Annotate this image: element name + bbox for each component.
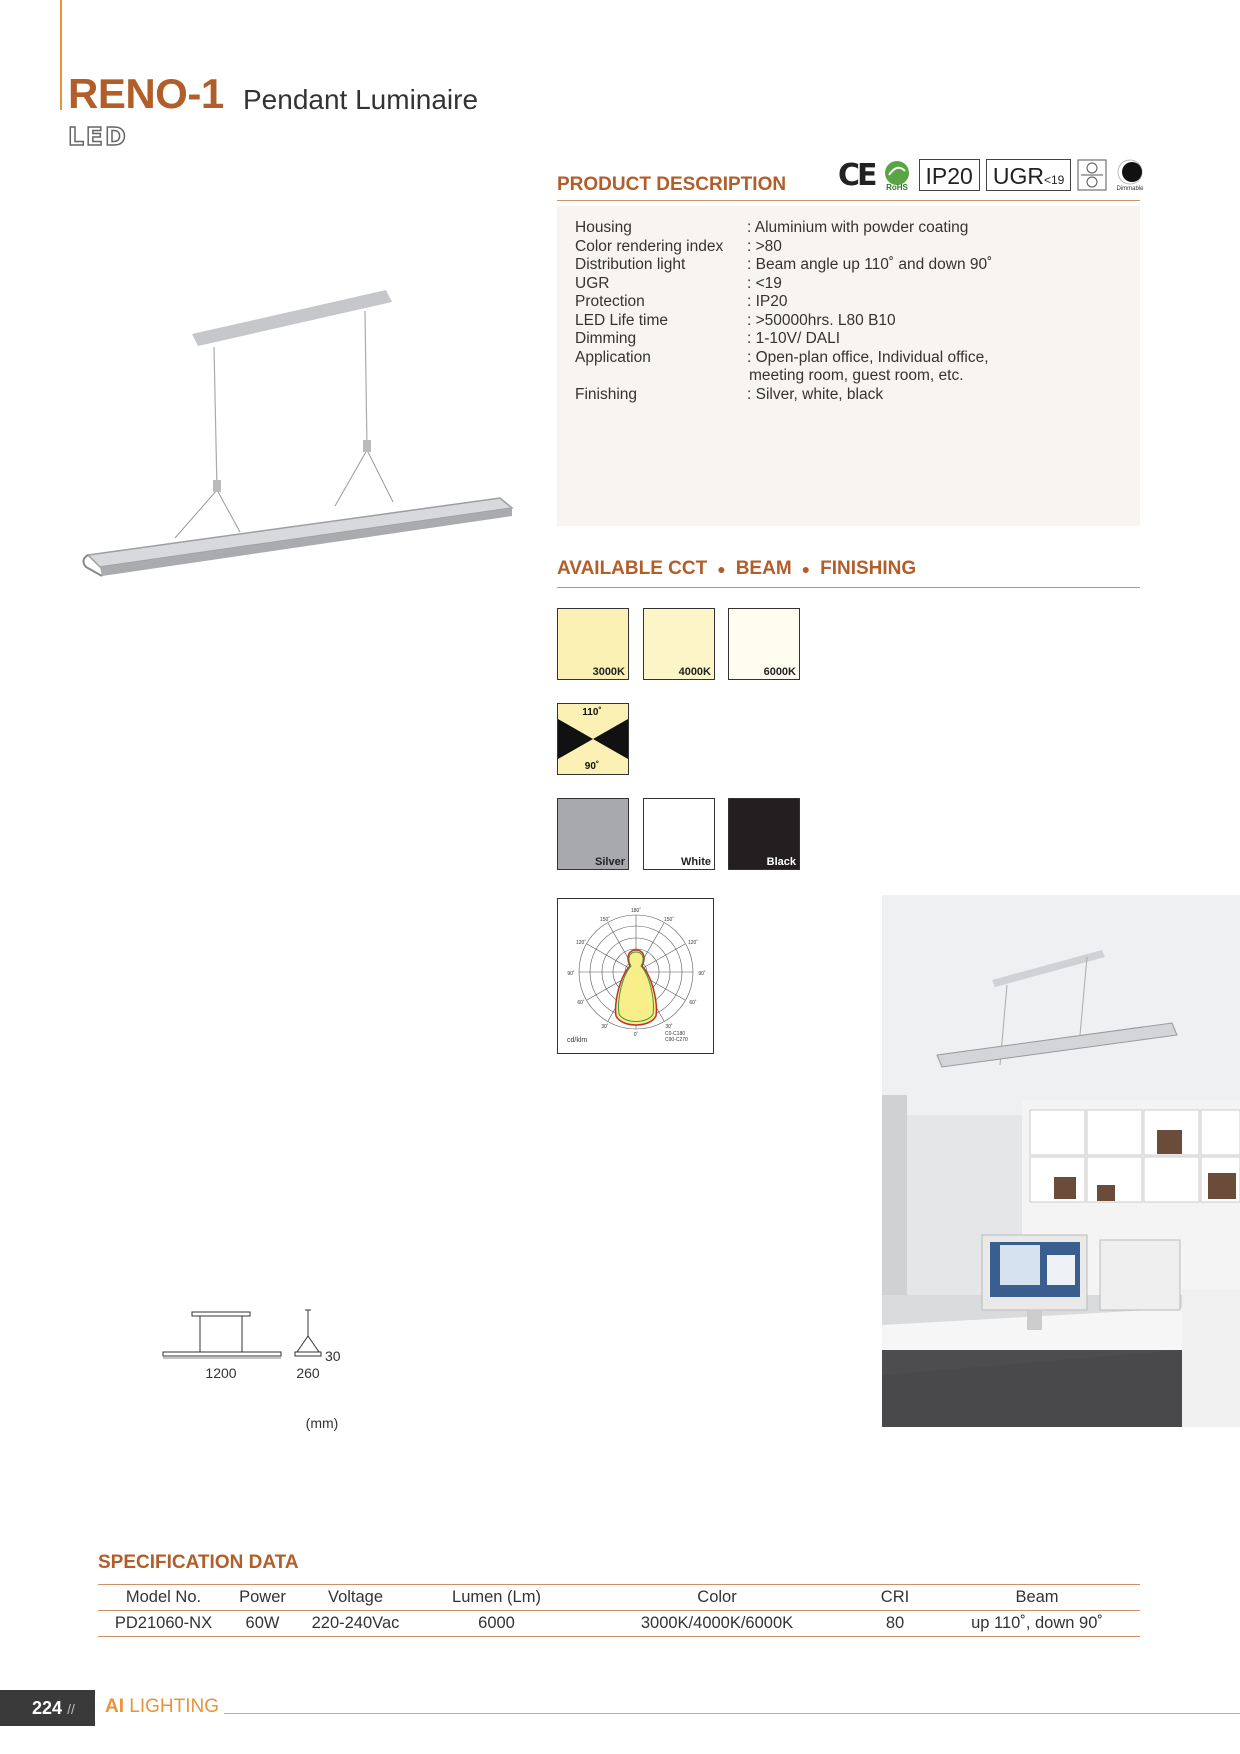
footer-rule xyxy=(224,1713,1240,1714)
beam-angle-icon xyxy=(557,703,629,775)
desc-row-distribution: Distribution light : Beam angle up 110˚ and down 90˚ xyxy=(575,256,993,273)
table-row xyxy=(98,1611,1140,1637)
desc-row-dimming: Dimming : 1-10V/ DALI xyxy=(575,330,841,347)
spec-col-cri: CRI xyxy=(880,1588,910,1606)
cct-swatch-4000k: 4000K xyxy=(643,608,715,680)
ugr-label: UGR xyxy=(992,163,1044,189)
office-application-photo xyxy=(882,895,1240,1427)
desc-row-application: Application : Open-plan office, Individual office, xyxy=(575,348,989,366)
spec-header-row xyxy=(98,1585,1140,1611)
svg-text:110˚: 110˚ xyxy=(582,707,602,718)
svg-text:60˚: 60˚ xyxy=(577,1000,585,1006)
spec-cell-cri: 80 xyxy=(885,1614,905,1632)
svg-text:90˚: 90˚ xyxy=(567,971,575,977)
spec-col-color: Color xyxy=(697,1588,737,1606)
product-description-divider xyxy=(557,200,1140,201)
spec-cell-voltage: 220-240Vac xyxy=(311,1614,400,1632)
available-beam-label: BEAM xyxy=(735,558,792,579)
svg-text:Dimmable: Dimmable xyxy=(1116,186,1144,192)
finish-swatch-silver: Silver xyxy=(557,798,629,870)
spec-col-voltage: Voltage xyxy=(327,1588,384,1606)
header-accent-line xyxy=(60,0,62,110)
dimmable-icon xyxy=(1113,158,1147,192)
specification-table xyxy=(98,1584,1140,1637)
bullet: ● xyxy=(717,561,726,577)
driver-symbol-icon xyxy=(1077,159,1107,191)
finish-swatch-black: Black xyxy=(728,798,800,870)
specification-title: SPECIFICATION DATA xyxy=(98,1552,299,1573)
dim-unit: (mm) xyxy=(305,1415,339,1431)
desc-row-application-cont: meeting room, guest room, etc. xyxy=(749,367,964,384)
brand-rest: LIGHTING xyxy=(124,1696,220,1717)
svg-text:120˚: 120˚ xyxy=(687,940,699,946)
available-finishing-label: FINISHING xyxy=(820,558,917,579)
spec-cell-lumen: 6000 xyxy=(478,1614,515,1632)
luminaire-product-image xyxy=(80,280,520,590)
bullet: ● xyxy=(801,561,811,577)
ugr-sub: <19 xyxy=(1043,173,1065,187)
svg-text:150˚: 150˚ xyxy=(663,917,675,923)
polar-light-distribution-diagram xyxy=(557,898,714,1054)
ce-mark-icon: CE xyxy=(838,157,875,193)
available-title xyxy=(557,558,916,580)
product-description-title: PRODUCT DESCRIPTION xyxy=(557,174,787,195)
finish-swatch-white: White xyxy=(643,798,715,870)
rohs-icon xyxy=(881,159,913,191)
spec-cell-model: PD21060-NX xyxy=(114,1614,213,1632)
ugr-badge xyxy=(986,159,1071,191)
desc-row-cri: Color rendering index : >80 xyxy=(575,237,782,255)
spec-cell-power: 60W xyxy=(245,1614,280,1632)
footer-brand xyxy=(105,1696,219,1718)
brand-bold: AI xyxy=(105,1696,124,1717)
svg-text:60˚: 60˚ xyxy=(689,1000,697,1006)
product-subtitle: Pendant Luminaire xyxy=(243,84,479,115)
spec-cell-color: 3000K/4000K/6000K xyxy=(640,1614,794,1632)
polar-legend-2: C90-C270 xyxy=(665,1037,688,1043)
cct-swatch-6000k: 6000K xyxy=(728,608,800,680)
polar-legend-1: C0-C180 xyxy=(665,1031,686,1037)
spec-cell-beam: up 110˚, down 90˚ xyxy=(971,1614,1103,1632)
desc-row-housing: Housing : Aluminium with powder coating xyxy=(575,219,969,236)
desc-row-ugr: UGR : <19 xyxy=(575,274,782,292)
dim-height: 30 xyxy=(325,1348,341,1364)
product-model-title: RENO-1 xyxy=(68,70,224,117)
svg-text:180˚: 180˚ xyxy=(630,908,642,914)
product-description-box xyxy=(557,206,1140,526)
spec-col-model: Model No. xyxy=(125,1588,202,1606)
spec-col-lumen: Lumen (Lm) xyxy=(452,1588,541,1606)
led-badge: LED xyxy=(68,122,128,151)
page-number xyxy=(0,1690,95,1726)
available-cct-label: AVAILABLE CCT xyxy=(557,558,708,579)
spec-col-beam: Beam xyxy=(1015,1588,1059,1606)
svg-text:30˚: 30˚ xyxy=(601,1024,609,1030)
polar-unit: cd/klm xyxy=(567,1037,588,1044)
spec-col-power: Power xyxy=(239,1588,286,1606)
dim-length: 1200 xyxy=(205,1365,237,1381)
page-slashes: // xyxy=(67,1701,75,1717)
svg-text:RoHS: RoHS xyxy=(885,183,908,191)
page-number-value: 224 xyxy=(32,1698,63,1718)
dimension-drawing xyxy=(155,1300,355,1440)
ip20-badge: IP20 xyxy=(919,159,980,191)
desc-row-protection: Protection : IP20 xyxy=(575,293,788,310)
svg-text:0˚: 0˚ xyxy=(633,1032,639,1038)
cct-swatch-3000k: 3000K xyxy=(557,608,629,680)
svg-text:90˚: 90˚ xyxy=(584,761,600,772)
svg-text:90˚: 90˚ xyxy=(698,971,706,977)
svg-text:120˚: 120˚ xyxy=(575,940,587,946)
dim-width: 260 xyxy=(296,1365,320,1381)
desc-row-lifetime: LED Life time : >50000hrs. L80 B10 xyxy=(575,311,896,329)
desc-row-finishing: Finishing : Silver, white, black xyxy=(575,385,884,403)
certification-icons xyxy=(838,158,1147,192)
available-divider xyxy=(557,587,1140,588)
svg-text:150˚: 150˚ xyxy=(599,917,611,923)
svg-text:30˚: 30˚ xyxy=(665,1024,673,1030)
